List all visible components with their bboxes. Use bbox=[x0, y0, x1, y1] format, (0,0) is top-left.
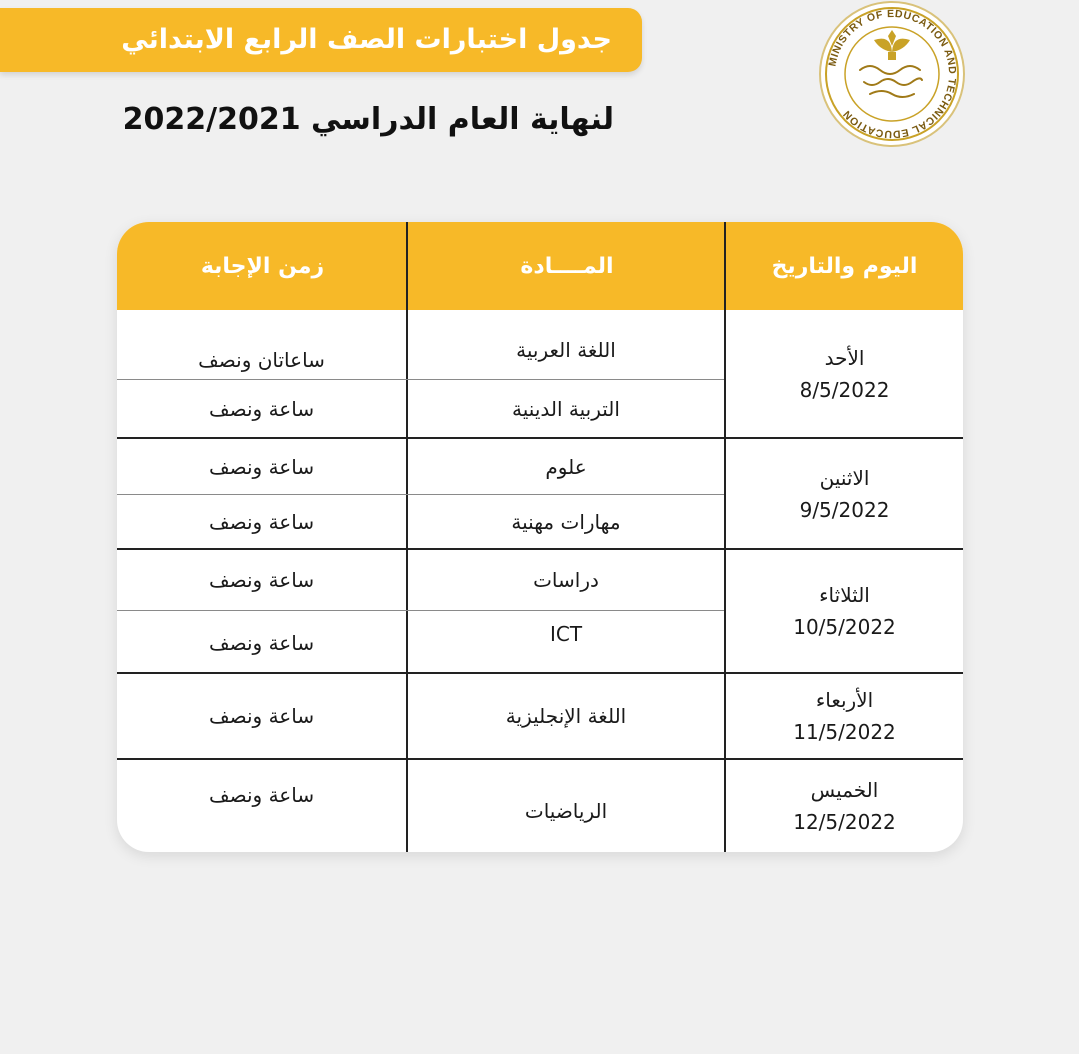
duration-cell: ساعة ونصف bbox=[208, 704, 315, 728]
subject-cell: الرياضيات bbox=[524, 799, 608, 823]
duration-cell: ساعة ونصف bbox=[208, 396, 315, 421]
page-subtitle: لنهاية العام الدراسي 2022/2021 bbox=[122, 102, 614, 137]
day-cell bbox=[726, 550, 963, 672]
day-name: الأحد bbox=[824, 345, 865, 370]
day-date: 11/5/2022 bbox=[793, 720, 896, 744]
day-date: 10/5/2022 bbox=[793, 615, 896, 639]
subject-cell: التربية الدينية bbox=[512, 396, 620, 421]
duration-cell: ساعة ونصف bbox=[208, 454, 315, 479]
subject-cell: دراسات bbox=[533, 568, 599, 592]
duration-cell: ساعة ونصف bbox=[208, 631, 315, 655]
day-name: الثلاثاء bbox=[819, 583, 870, 607]
day-date: 8/5/2022 bbox=[799, 377, 890, 402]
duration-cell: ساعة ونصف bbox=[208, 783, 315, 807]
day-name: الاثنين bbox=[819, 465, 870, 490]
day-date: 12/5/2022 bbox=[793, 810, 896, 834]
subject-cell: مهارات مهنية bbox=[511, 509, 621, 534]
day-cell bbox=[726, 439, 963, 548]
day-cell bbox=[726, 310, 963, 437]
exam-schedule-table bbox=[117, 222, 963, 852]
day-cell bbox=[726, 760, 963, 852]
header-duration: زمن الإجابة bbox=[200, 253, 325, 279]
day-name: الخميس bbox=[810, 778, 879, 802]
subject-cell: علوم bbox=[545, 454, 587, 479]
subject-cell: اللغة الإنجليزية bbox=[505, 704, 627, 728]
header-subject: المــــادة bbox=[520, 253, 614, 279]
svg-text:MINISTRY OF EDUCATION AND TECH: MINISTRY OF EDUCATION AND TECHNICAL EDUCATION bbox=[826, 7, 959, 141]
header-day-date: اليوم والتاريخ bbox=[771, 253, 918, 279]
subject-cell: اللغة العربية bbox=[516, 338, 616, 362]
subject-cell: ICT bbox=[549, 622, 583, 646]
day-date: 9/5/2022 bbox=[799, 497, 890, 522]
day-name: الأربعاء bbox=[815, 688, 874, 712]
duration-cell: ساعة ونصف bbox=[208, 568, 315, 592]
duration-cell: ساعة ونصف bbox=[208, 509, 315, 534]
day-cell bbox=[726, 674, 963, 758]
ministry-seal-logo bbox=[808, 0, 976, 148]
page-title: جدول اختبارات الصف الرابع الابتدائي bbox=[121, 24, 612, 55]
title-banner bbox=[0, 8, 642, 72]
duration-cell: ساعاتان ونصف bbox=[198, 348, 325, 372]
